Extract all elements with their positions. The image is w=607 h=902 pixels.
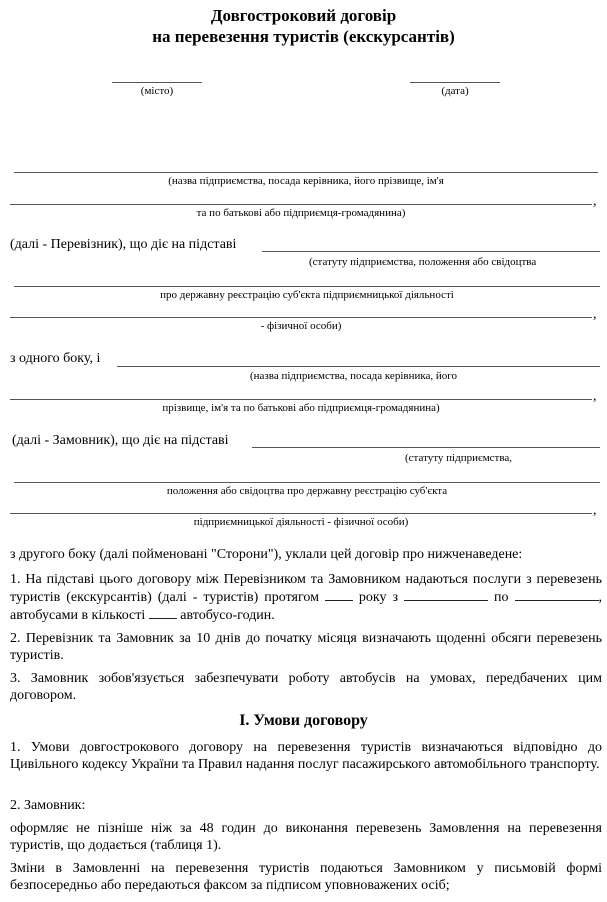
clause-2: 2. Перевізник та Замовник за 10 днів до початку місяця визначають щоденні обсяги перевезень туристів. <box>10 631 602 663</box>
carrier-name-line-2[interactable] <box>10 204 592 205</box>
customer-basis-line-3[interactable] <box>10 513 592 514</box>
carrier-basis-hint-3: - фізичної особи) <box>260 320 342 332</box>
carrier-basis-text: (далі - Перевізник), що діє на підставі <box>10 237 237 252</box>
customer-name-line-2[interactable] <box>10 399 592 400</box>
customer-basis-text: (далі - Замовник), що діє на підставі <box>12 433 229 448</box>
customer-basis-hint-2: положення або свідоцтва про державну реєстрацію суб'єкта <box>166 485 448 497</box>
clause-3: 3. Замовник зобов'язується забезпечувати роботу автобусів на умовах, передбачених цим договором. <box>10 671 602 703</box>
clause-1-text: 1. На підставі цього договору між Перевізником та Замовником надаються послуги з перевезень туристів (екскурсантів) (далі - туристів) протягом <box>10 572 602 605</box>
section-1-paragraph-3: оформляє не пізніше ніж за 48 годин до виконання перевезень Замовлення на перевезення туристів, що додається (таблиця 1). <box>10 821 602 853</box>
date-field-line[interactable] <box>410 82 500 83</box>
carrier-name-hint-2: та по батькові або підприємця-громадянина) <box>196 207 406 219</box>
clause-1-bus-hours: автобусо-годин. <box>180 608 275 623</box>
end-date-blank[interactable] <box>515 588 599 601</box>
clause-1-buses: , автобусами в кількості <box>10 590 602 623</box>
document-title-line1: Довгостроковий договір <box>210 6 397 25</box>
carrier-basis-line-3[interactable] <box>10 317 592 318</box>
carrier-basis-hint-2: про державну реєстрацію суб'єкта підприємницької діяльності <box>160 289 454 301</box>
city-field-line[interactable] <box>112 82 202 83</box>
carrier-basis-line[interactable] <box>262 251 600 252</box>
customer-intro-text: з одного боку, і <box>10 351 101 366</box>
bus-hours-blank[interactable] <box>149 606 177 619</box>
comma: , <box>593 307 597 322</box>
clause-1 <box>10 571 602 624</box>
customer-basis-line[interactable] <box>252 447 600 448</box>
preamble-end: з другого боку (далі пойменовані "Сторони"), уклали цей договір про нижченаведене: <box>10 547 523 562</box>
section-1-paragraph-1: 1. Умови довгострокового договору на перевезення туристів визначаються відповідно до Цивільного кодексу України та Правил надання послуг пасажирського автомобільного транспорту. <box>10 740 602 772</box>
document-title-line2: на перевезення туристів (екскурсантів) <box>152 27 455 46</box>
carrier-basis-hint: (статуту підприємства, положення або свідоцтва <box>309 256 537 268</box>
customer-name-hint-2: прізвище, ім'я та по батькові або підприємця-громадянина) <box>162 402 440 414</box>
section-1-paragraph-4: Зміни в Замовленні на перевезення туристів подаються Замовником у письмовій формі безпосередньо або передаються факсом за підписом уповноважених осіб; <box>10 861 602 893</box>
start-date-blank[interactable] <box>404 588 488 601</box>
carrier-name-hint: (назва підприємства, посада керівника, його прізвище, ім'я <box>168 175 444 187</box>
customer-name-line[interactable] <box>117 366 600 367</box>
clause-1-to: по <box>494 590 509 605</box>
years-blank[interactable] <box>325 588 353 601</box>
customer-basis-hint: (статуту підприємства, <box>405 452 513 464</box>
comma: , <box>593 503 597 518</box>
comma: , <box>593 389 597 404</box>
comma: , <box>593 194 597 209</box>
carrier-basis-line-2[interactable] <box>14 286 600 287</box>
section-1-heading: I. Умови договору <box>239 712 368 729</box>
customer-basis-line-2[interactable] <box>14 482 600 483</box>
city-label: (місто) <box>140 85 174 97</box>
date-label: (дата) <box>441 85 469 97</box>
customer-name-hint: (назва підприємства, посада керівника, його <box>250 370 458 382</box>
carrier-name-line[interactable] <box>14 172 598 173</box>
customer-basis-hint-3: підприємницької діяльності - фізичної особи) <box>193 516 409 528</box>
clause-1-year-from: року з <box>358 590 399 605</box>
section-1-paragraph-2: 2. Замовник: <box>10 798 86 813</box>
